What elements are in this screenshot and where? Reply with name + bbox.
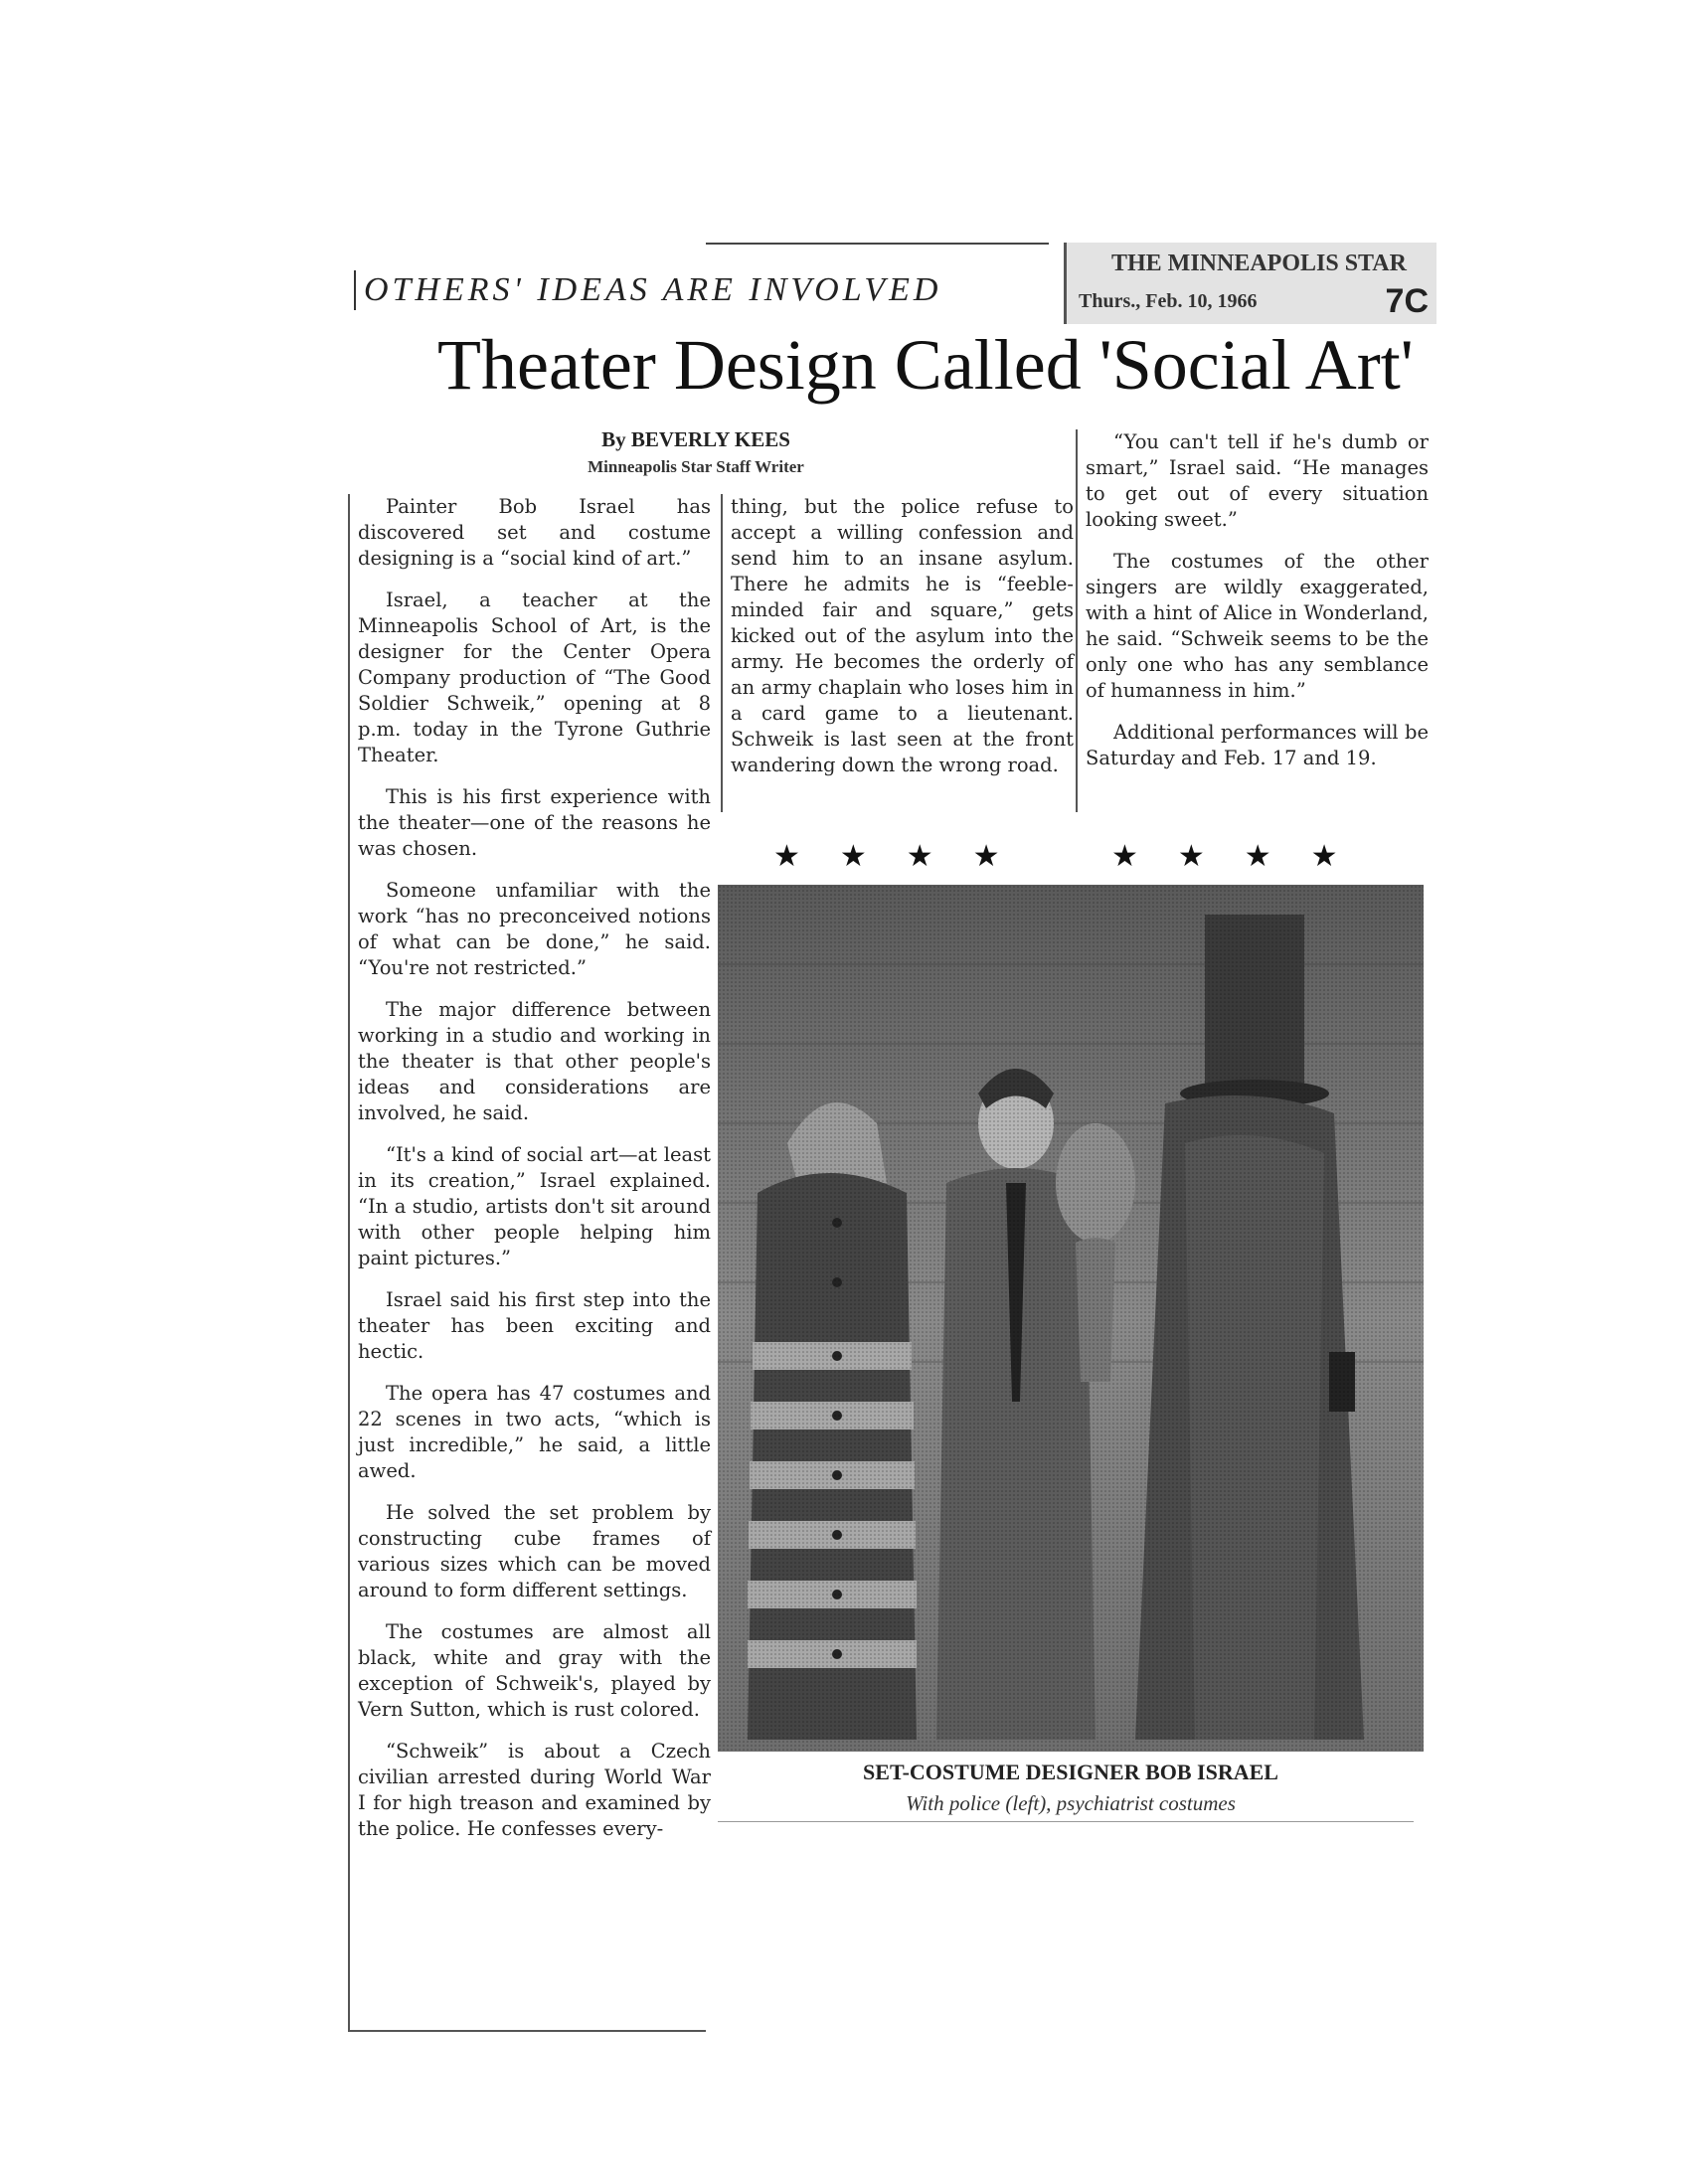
paragraph: The costumes are almost all black, white and gray with the exception of Schweik's, played by Vern Sutton, which is rust colored. — [358, 1620, 711, 1721]
photo-caption-subtitle: With police (left), psychiatrist costumes — [906, 1791, 1236, 1815]
paragraph: The opera has 47 costumes and 22 scenes in two acts, “which is just incredible,” he said, a little awed. — [358, 1382, 711, 1482]
page-number: 7C — [1385, 282, 1429, 320]
paragraph: This is his first experience with the theater—one of the reasons he was chosen. — [358, 785, 711, 860]
paragraph: The major difference between working in a studio and working in the theater is that other people's ideas and considerations are involved, he said. — [358, 998, 711, 1124]
column-2 — [721, 494, 1074, 812]
paragraph: Someone unfamiliar with the work “has no preconceived notions of what can be done,” he said. “You're not restricted.” — [358, 879, 711, 979]
newspaper-clipping — [348, 221, 1432, 2040]
byline: By BEVERLY KEES — [601, 427, 790, 451]
column-1 — [348, 494, 711, 2030]
paragraph: Israel, a teacher at the Minneapolis School of Art, is the designer for the Center Opera Company production of “The Good Soldier Schweik,” opening at 8 p.m. today in the Tyrone Guthrie Theater. — [358, 588, 711, 766]
paragraph: “You can't tell if he's dumb or smart,” Israel said. “He manages to get out of every situation looking sweet.” — [1086, 430, 1429, 531]
paragraph: The costumes of the other singers are wildly exaggerated, with a hint of Alice in Wonderland, he said. “Schweik seems to be the only one who has any semblance of humanness in him.” — [1086, 550, 1429, 702]
top-rule — [706, 243, 1049, 245]
paragraph: Painter Bob Israel has discovered set and costume designing is a “social kind of art.” — [358, 495, 711, 570]
column-3 — [1076, 429, 1429, 812]
paragraph: Israel said his first step into the theater has been exciting and hectic. — [358, 1288, 711, 1363]
star-divider-left: ★★★★ — [773, 839, 1040, 874]
paragraph: Additional performances will be Saturday and Feb. 17 and 19. — [1086, 721, 1429, 769]
kicker: OTHERS' IDEAS ARE INVOLVED — [354, 270, 941, 310]
headline: Theater Design Called 'Social Art' — [437, 325, 1414, 405]
paper-name: THE MINNEAPOLIS STAR — [1111, 251, 1407, 276]
byline-subtitle: Minneapolis Star Staff Writer — [588, 457, 804, 476]
costume-photo — [718, 885, 1424, 1752]
paragraph: thing, but the police refuse to accept a willing confession and send him to an insane asylum. There he admits he is “feeble-minded fair and square,” gets kicked out of the asylum into the army. He becomes the orderly of an army chaplain who loses him in a card game to a lieutenant. Schweik is last seen at the front wandering down the wrong road. — [731, 495, 1074, 776]
masthead — [1064, 243, 1436, 324]
caption-rule — [718, 1821, 1414, 1822]
paper-date: Thurs., Feb. 10, 1966 — [1079, 290, 1258, 312]
paragraph: “It's a kind of social art—at least in its creation,” Israel explained. “In a studio, artists don't sit around with other people helping him paint pictures.” — [358, 1143, 711, 1269]
paragraph: He solved the set problem by constructing cube frames of various sizes which can be moved around to form different settings. — [358, 1501, 711, 1601]
bottom-rule — [348, 2030, 706, 2032]
paragraph: “Schweik” is about a Czech civilian arrested during World War I for high treason and examined by the police. He confesses every- — [358, 1740, 711, 1840]
photo-caption-title: SET-COSTUME DESIGNER BOB ISRAEL — [863, 1760, 1278, 1784]
star-divider-right: ★★★★ — [1111, 839, 1378, 874]
